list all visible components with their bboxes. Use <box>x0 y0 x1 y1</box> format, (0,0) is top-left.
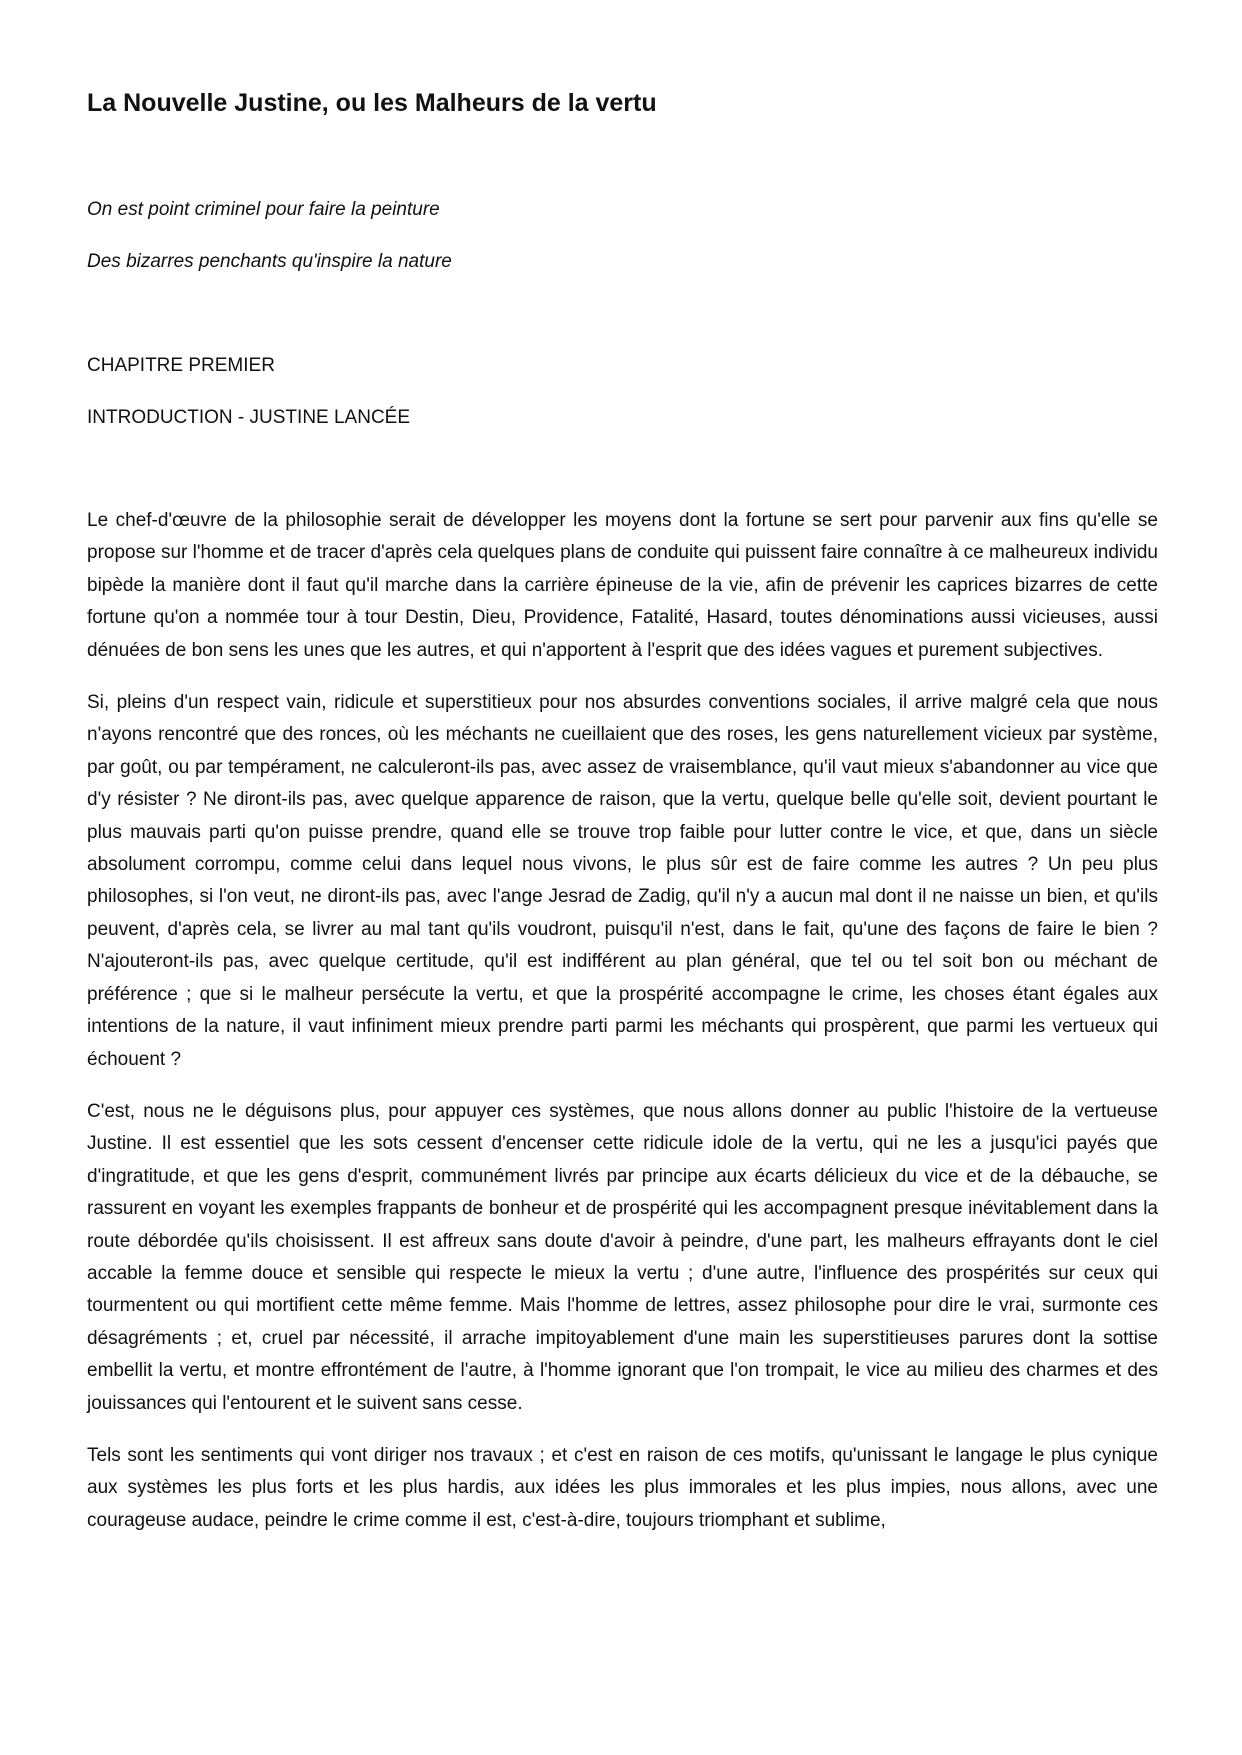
document-title: La Nouvelle Justine, ou les Malheurs de la vertu <box>87 89 657 117</box>
epigraph-line-1: On est point criminel pour faire la peinture <box>87 199 440 220</box>
body-text <box>87 505 1158 1557</box>
paragraph-1: Le chef-d'œuvre de la philosophie serait de développer les moyens dont la fortune se sert pour parvenir aux fins qu'elle se propose sur l'homme et de tracer d'après cela quelques plans de conduite qui puissent faire connaître à ce malheureux individu bipède la manière dont il faut qu'il marche dans la carrière épineuse de la vie, afin de prévenir les caprices bizarres de cette fortune qu'on a nommée tour à tour Destin, Dieu, Providence, Fatalité, Hasard, toutes dénominations aussi vicieuses, aussi dénuées de bon sens les unes que les autres, et qui n'apportent à l'esprit que des idées vagues et purement subjectives. <box>87 510 1158 661</box>
paragraph-2: Si, pleins d'un respect vain, ridicule et superstitieux pour nos absurdes conventions sociales, il arrive malgré cela que nous n'ayons rencontré que des ronces, où les méchants ne cueillaient que des roses, les gens naturellement vicieux par système, par goût, ou par tempérament, ne calculeront-ils pas, avec assez de vraisemblance, qu'il vaut mieux s'abandonner au vice que d'y résister ? Ne diront-ils pas, avec quelque apparence de raison, que la vertu, quelque belle qu'elle soit, devient pourtant le plus mauvais parti qu'on puisse prendre, quand elle se trouve trop faible pour lutter contre le vice, et que, dans un siècle absolument corrompu, comme celui dans lequel nous vivons, le plus sûr est de faire comme les autres ? Un peu plus philosophes, si l'on veut, ne diront-ils pas, avec l'ange Jesrad de Zadig, qu'il n'y a aucun mal dont il ne naisse un bien, et qu'ils peuvent, d'après cela, se livrer au mal tant qu'ils voudront, puisqu'il n'est, dans le fait, qu'une des façons de faire le bien ? N'ajouteront-ils pas, avec quelque certitude, qu'il est indifférent au plan général, que tel ou tel soit bon ou méchant de préférence ; que si le malheur persécute la vertu, et que la prospérité accompagne le crime, les choses étant égales aux intentions de la nature, il vaut infiniment mieux prendre parti parmi les méchants qui prospèrent, que parmi les vertueux qui échouent ? <box>87 692 1158 1070</box>
paragraph-3: C'est, nous ne le déguisons plus, pour appuyer ces systèmes, que nous allons donner au public l'histoire de la vertueuse Justine. Il est essentiel que les sots cessent d'encenser cette ridicule idole de la vertu, qui ne les a jusqu'ici payés que d'ingratitude, et que les gens d'esprit, communément livrés par principe aux écarts délicieux du vice et de la débauche, se rassurent en voyant les exemples frappants de bonheur et de prospérité qui les accompagnent presque inévitablement dans la route débordée qu'ils choisissent. Il est affreux sans doute d'avoir à peindre, d'une part, les malheurs effrayants dont le ciel accable la femme douce et sensible qui respecte le mieux la vertu ; d'une autre, l'influence des prospérités sur ceux qui tourmentent ou qui mortifient cette même femme. Mais l'homme de lettres, assez philosophe pour dire le vrai, surmonte ces désagréments ; et, cruel par nécessité, il arrache impitoyablement d'une main les superstitieuses parures dont la sottise embellit la vertu, et montre effrontément de l'autre, à l'homme ignorant que l'on trompait, le vice au milieu des charmes et des jouissances qui l'entourent et le suivent sans cesse. <box>87 1100 1158 1414</box>
chapter-heading: CHAPITRE PREMIER <box>87 355 275 376</box>
document-page <box>87 0 1158 1755</box>
paragraph-4: Tels sont les sentiments qui vont diriger nos travaux ; et c'est en raison de ces motifs, qu'unissant le langage le plus cynique aux systèmes les plus forts et les plus hardis, aux idées les plus immorales et les plus impies, nous allons, avec une courageuse audace, peindre le crime comme il est, c'est-à-dire, toujours triomphant et sublime, <box>87 1444 1158 1531</box>
epigraph-line-2: Des bizarres penchants qu'inspire la nature <box>87 251 452 272</box>
chapter-subtitle: INTRODUCTION - JUSTINE LANCÉE <box>87 407 411 428</box>
